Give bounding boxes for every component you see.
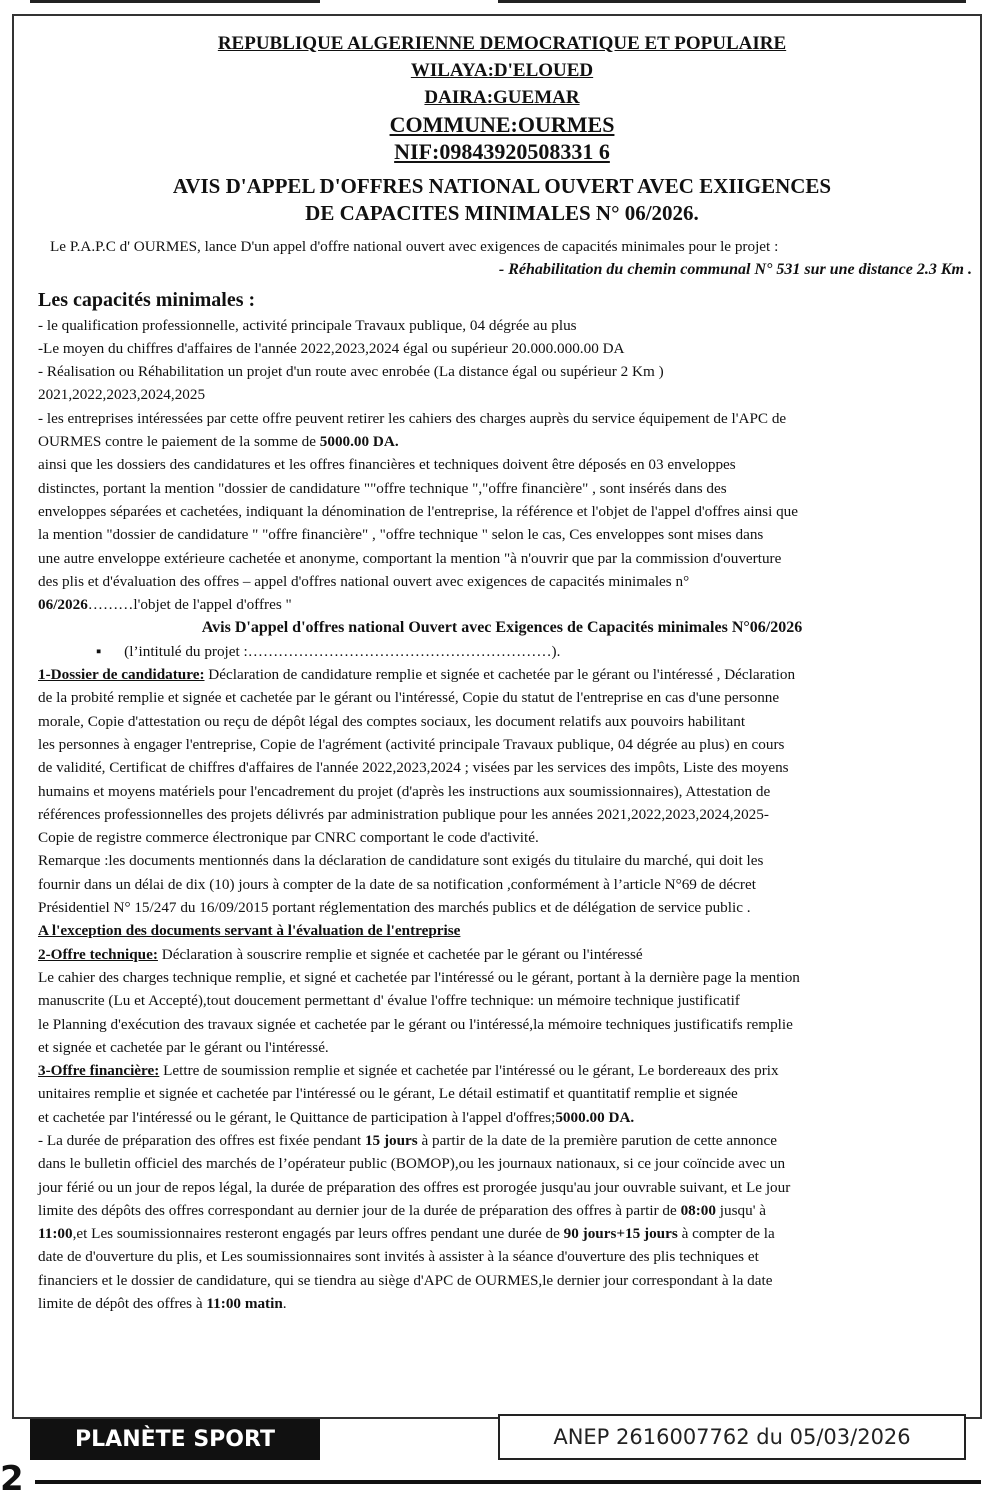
cap-line: 06/2026………l'objet de l'appel d'offres ": [38, 596, 292, 614]
anep-reference: ANEP 2616007762 du 05/03/2026: [498, 1414, 966, 1460]
bullet-icon: ▪: [96, 642, 102, 660]
dossier-line: 1-Dossier de candidature: Déclaration de candidature remplie et signée et cachetée par le gérant ou l'intéressé , Déclaration: [38, 666, 796, 684]
duree-line: jour férié ou un jour de repos légal, la durée de préparation des offres est prorogée jusqu'au jour ouvrable suivant, et Le jour: [38, 1178, 791, 1196]
bottom-rule: [35, 1480, 981, 1484]
capacities-heading: Les capacités minimales :: [38, 288, 256, 311]
dossier-line: Copie de registre commerce électronique par CNRC comportant le code d'activité.: [38, 829, 539, 847]
technique-line: Le cahier des charges technique remplie, et signé et cachetée par l'intéressé ou le gérant, portant à la dernière page la mention: [38, 968, 800, 986]
technique-line: et signée et cachetée par le gérant ou l'intéressé.: [38, 1038, 329, 1056]
cap-line: une autre enveloppe extérieure cachetée et anonyme, comportant la mention "à n'ouvrir que par la commission d'ouverture: [38, 549, 782, 567]
cap-line: la mention "dossier de candidature " "offre financière" , "offre technique " selon le cas, Ces enveloppes sont mises dans: [38, 526, 764, 544]
dossier-line: références professionnelles des projets délivrés par administration publique pour les années 2021,2022,2023,2024,2025-: [38, 805, 769, 823]
cap-line: OURMES contre le paiement de la somme de 5000.00 DA.: [38, 433, 399, 451]
financiere-line: et cachetée par l'intéressé ou le gérant, le Quittance de participation à l'appel d'offres;5000.00 DA.: [38, 1108, 635, 1126]
section-label: PLANÈTE SPORT: [30, 1419, 320, 1460]
duree-line: 11:00,et Les soumissionnaires resteront engagés par leurs offres pendant une durée de 90 jours+15 jours à compter de la: [38, 1225, 775, 1243]
dossier-line: Remarque :les documents mentionnés dans la déclaration de candidature sont exigés du titulaire du marché, qui doit les: [38, 852, 764, 870]
notice-title: [38, 173, 966, 227]
cap-line: enveloppes séparées et cachetées, indiquant la dénomination de l'entreprise, la référence et l'objet de l'appel d'offres ainsi que: [38, 502, 799, 520]
dossier-line: Présidentiel N° 15/247 du 16/09/2015 portant réglementation des marchés publics et de délégation de service public .: [38, 899, 751, 917]
dossier-label: 1-Dossier de candidature:: [38, 666, 205, 684]
duree-line: limite de dépôt des offres à 11:00 matin.: [38, 1295, 287, 1313]
duree-line: financiers et le dossier de candidature, qui se tiendra au siège d'APC de OURMES,le dernier jour correspondant à la date: [38, 1271, 773, 1289]
dossier-line: fournir dans un délai de dix (10) jours à compter de la date de sa notification ,conformément à l’article N°69 de décret: [38, 875, 756, 893]
duree-line: limite des dépôts des offres correspondant au dernier jour de la durée de préparation des offres à partir de 08:00 jusqu' à: [38, 1201, 766, 1219]
technique-line: le Planning d'exécution des travaux signée et cachetée par le gérant ou l'intéressé,la mémoire techniques justificatifs remplie: [38, 1015, 793, 1033]
cap-line: - le qualification professionnelle, activité principale Travaux publique, 04 dégrée au plus: [38, 316, 577, 334]
avis-subtitle: Avis D'appel d'offres national Ouvert avec Exigences de Capacités minimales N°06/2026: [201, 619, 803, 637]
dossier-line: humains et moyens matériels pour l'encadrement du projet (d'après les instructions aux soumissionnaires), Attestation de: [38, 782, 771, 800]
top-rule-right: [498, 0, 966, 3]
financiere-line: 3-Offre financière: Lettre de soumission remplie et signée et cachetée par l'intéressé ou le gérant, Le bordereaux des prix: [38, 1062, 779, 1080]
intitule-line: ▪ (l’intitulé du projet :……………………………………………………).: [96, 642, 561, 660]
cap-line: - Réalisation ou Réhabilitation un projet d'un route avec enrobée (La distance égal ou supérieur 2 Km ): [38, 363, 664, 381]
title-line-2: DE CAPACITES MINIMALES N° 06/2026.: [305, 201, 699, 225]
technique-line: 2-Offre technique: Déclaration à souscrire remplie et signée et cachetée par le gérant ou l'intéressé: [38, 945, 643, 963]
financiere-line: unitaires remplie et signée et cachetée par l'intéressé ou le gérant, Le détail estimatif et quantitatif remplie et signée: [38, 1085, 738, 1103]
cap-line: 2021,2022,2023,2024,2025: [38, 386, 206, 404]
exception-heading: A l'exception des documents servant à l'évaluation de l'entreprise: [38, 922, 461, 940]
cap-line: distinctes, portant la mention "dossier de candidature ""offre technique ","offre financière" , sont insérés dans des: [38, 479, 727, 497]
header-daira: DAIRA:GUEMAR: [424, 87, 580, 108]
cap-line: des plis et d'évaluation des offres – appel d'offres national ouvert avec exigences de capacités minimales n°: [38, 572, 690, 590]
cap-line: ainsi que les dossiers des candidatures et les offres financières et techniques doivent être déposés en 03 enveloppes: [38, 456, 736, 474]
duree-line: date de d'ouverture du plis, et Les soumissionnaires sont invités à assister à la séance d'ouverture des plis techniques et: [38, 1248, 759, 1266]
technique-line: manuscrite (Lu et Accepté),tout doucement permettant d' évalue l'offre technique: un mémoire technique justificatif: [38, 992, 740, 1010]
header-nif: NIF:09843920508331 6: [394, 139, 610, 164]
dossier-line: les personnes à engager l'entreprise, Copie de l'agrément (activité principale Travaux publique, 04 dégrée au plus) en cours: [38, 735, 785, 753]
duree-line: dans le bulletin officiel des marchés de l’opérateur public (BOMOP),ou les journaux nationaux, si ce jour coïncide avec un: [38, 1155, 786, 1173]
duree-line: - La durée de préparation des offres est fixée pendant 15 jours à partir de la date de la première parution de cette annonce: [38, 1131, 777, 1149]
notice-content: [38, 30, 972, 1315]
dossier-line: de la probité remplie et signée et cachetée par le gérant ou l'intéressé, Copie du statut de l'entreprise en cas d'une personne: [38, 689, 780, 707]
dossier-line: morale, Copie d'attestation ou reçu de dépôt légal des comptes sociaux, les document relatifs aux pouvoirs habilitant: [38, 712, 746, 730]
technique-label: 2-Offre technique:: [38, 945, 158, 963]
intro-text: Le P.A.P.C d' OURMES, lance D'un appel d'offre national ouvert avec exigences de capacités minimales pour le projet :: [50, 238, 779, 255]
dossier-line: de validité, Certificat de chiffres d'affaires de l'année 2022,2023,2024 ; visées par les services des impôts, Liste des moyens: [38, 759, 789, 777]
header-republic: REPUBLIQUE ALGERIENNE DEMOCRATIQUE ET POPULAIRE: [217, 33, 787, 54]
cap-line: - les entreprises intéressées par cette offre peuvent retirer les cahiers des charges auprès du service équipement de l'APC de: [38, 409, 787, 427]
title-line-1: AVIS D'APPEL D'OFFRES NATIONAL OUVERT AVEC EXIIGENCES: [172, 174, 832, 198]
header-commune: COMMUNE:OURMES: [389, 112, 615, 137]
page-number: 2: [0, 1459, 24, 1499]
project-name: - Réhabilitation du chemin communal N° 531 sur une distance 2.3 Km .: [498, 261, 972, 279]
cap-line: -Le moyen du chiffres d'affaires de l'année 2022,2023,2024 égal ou supérieur 20.000.000.00 DA: [38, 339, 625, 357]
top-rule-left: [30, 0, 320, 3]
header-wilaya: WILAYA:D'ELOUED: [410, 60, 594, 81]
financiere-label: 3-Offre financière:: [38, 1062, 160, 1080]
